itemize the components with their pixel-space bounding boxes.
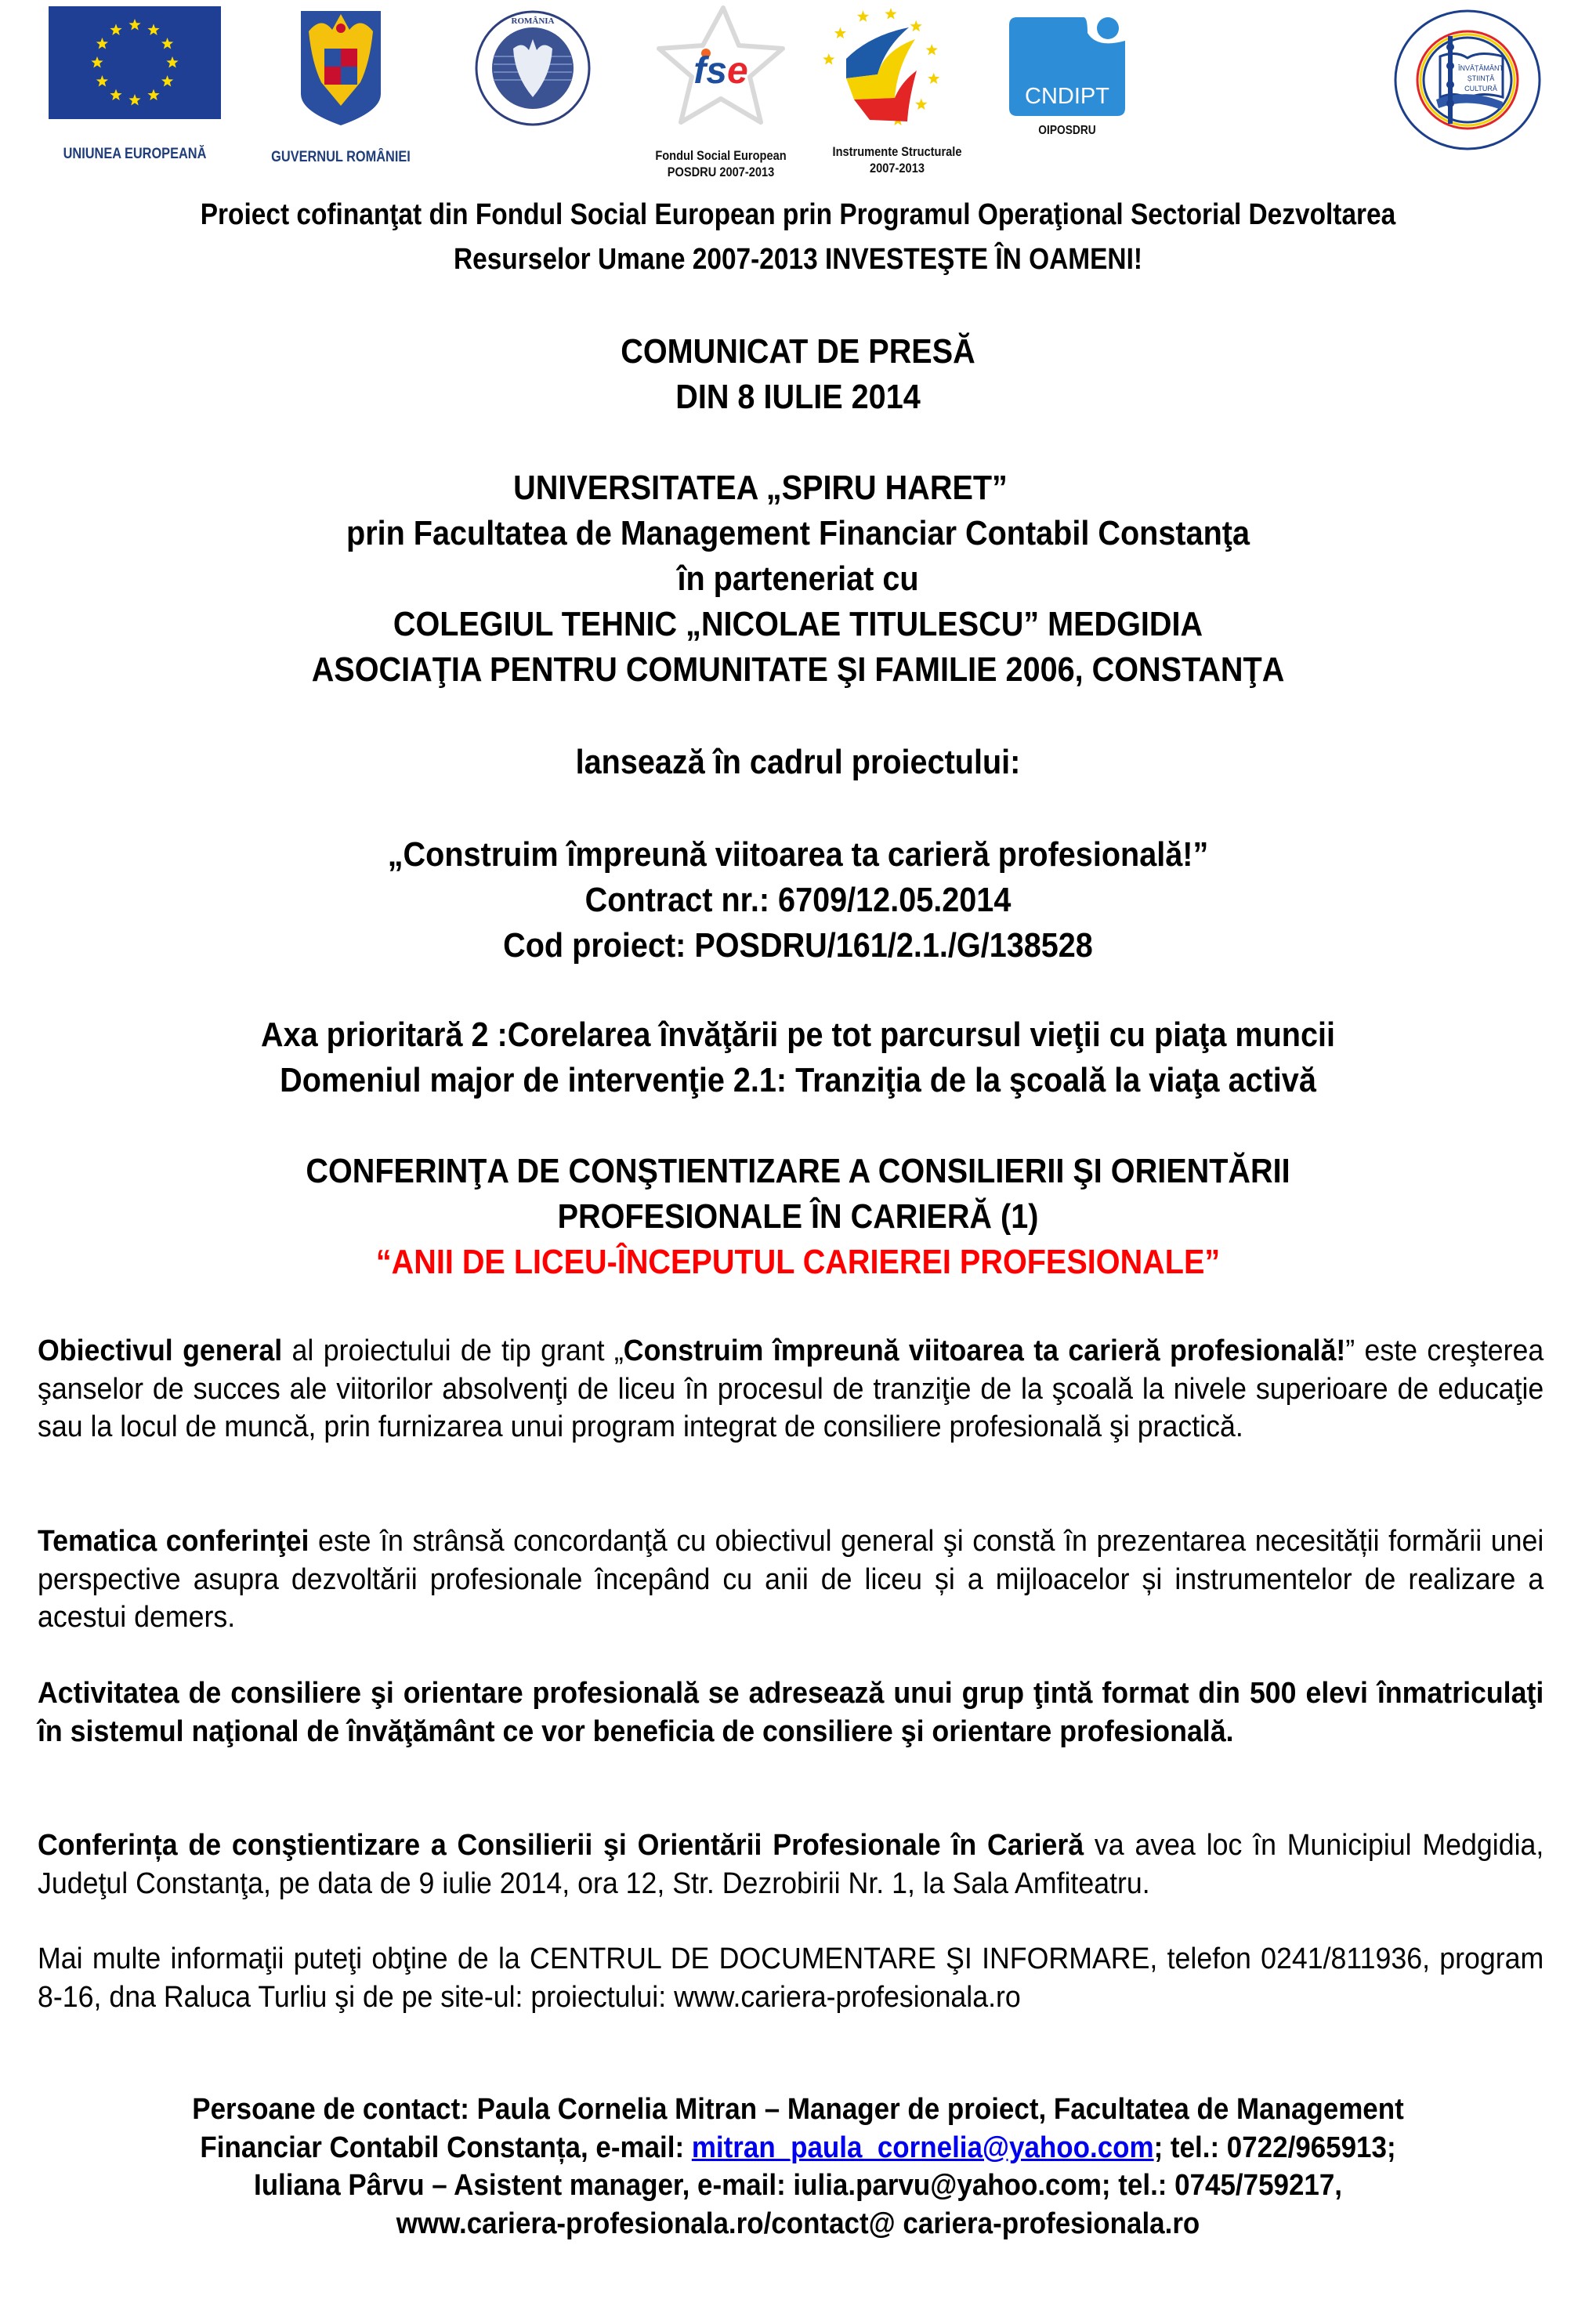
cofinance-line-2: Resurselor Umane 2007-2013 INVESTEŞTE ÎN OAMENI! xyxy=(453,243,1143,276)
romanian-eagle-icon xyxy=(298,8,384,125)
star-icon xyxy=(823,53,834,65)
star-icon xyxy=(910,20,922,31)
star-icon xyxy=(834,27,846,39)
contacts-block xyxy=(63,2091,1532,2243)
government-caption: GUVERNUL ROMÂNIEI xyxy=(271,149,411,165)
partners-block xyxy=(0,465,1596,693)
seal-book-line-1: ÎNVĂȚĂMÂNT xyxy=(1457,64,1504,72)
cofinance-line-1: Proiect cofinanţat din Fondul Social European prin Programul Operaţional Sectorial Dezvoltarea xyxy=(200,198,1396,231)
objective-project-name: Construim împreună viitoarea ta carieră profesională! xyxy=(623,1334,1346,1367)
eu-flag-icon xyxy=(49,6,221,119)
conference-title-line-2: PROFESIONALE ÎN CARIERĂ (1) xyxy=(557,1197,1039,1236)
intervention-domain: Domeniul major de intervenţie 2.1: Tranziţia de la şcoală la viaţa activă xyxy=(280,1061,1316,1099)
partner-faculty: prin Facultatea de Management Financiar Contabil Constanţa xyxy=(346,514,1250,552)
objective-paragraph xyxy=(38,1332,1544,1446)
structural-instruments-caption xyxy=(820,143,975,176)
info-paragraph xyxy=(38,1940,1544,2016)
venue-text: va avea loc în Municipiul Medgidia, Judeţul Constanţa, pe data de 9 iulie 2014, ora 12, Str. Dezrobirii Nr. 1, la Sala Amfiteatru. xyxy=(38,1829,1544,1900)
theme-lead: Tematica conferinţei xyxy=(38,1525,309,1558)
contact-line-1: Persoane de contact: Paula Cornelia Mitran – Manager de proiect, Facultatea de Management xyxy=(192,2093,1404,2126)
si-caption-line1: Instrumente Structurale xyxy=(832,144,962,159)
university-seal-icon xyxy=(1393,9,1542,150)
theme-paragraph xyxy=(38,1522,1544,1637)
conference-block xyxy=(0,1149,1596,1285)
launch-text: lansează în cadrul proiectului: xyxy=(575,743,1021,781)
coat-of-arms-logo xyxy=(298,8,384,125)
press-release-title: COMUNICAT DE PRESĂ xyxy=(621,332,975,371)
cndipt-mark: CNDIPT xyxy=(1025,84,1109,109)
star-icon xyxy=(915,99,927,110)
ministry-seal-icon xyxy=(474,9,592,127)
partnership-label: în parteneriat cu xyxy=(677,559,919,598)
theme-text: este în strânsă concordanţă cu obiectivul general şi constă în prezentarea necesității formării unei perspective asupra dezvoltării profesionale începând cu anii de liceu și a mijloacelor și instrumentelor de realizare a acestui demers. xyxy=(38,1525,1544,1634)
contact-line-4: www.cariera-profesionala.ro/contact@ cariera-profesionala.ro xyxy=(396,2207,1200,2240)
star-icon xyxy=(885,8,896,20)
contact-line-2-suffix: ; tel.: 0722/965913; xyxy=(1153,2131,1396,2164)
cofinance-statement xyxy=(0,193,1596,282)
launch-statement xyxy=(0,740,1596,785)
project-block xyxy=(0,832,1596,968)
objective-lead: Obiectivul general xyxy=(38,1334,283,1367)
manager-email-link[interactable]: mitran_paula_cornelia@yahoo.com xyxy=(691,2131,1154,2164)
objective-text-2: ” este creşterea şanselor de succes ale viitorilor absolvenţi de liceu în procesul de tranziţie de la şcoală la nivele superioare de educaţie sau la locul de muncă, prin furnizarea unui program integrat de consiliere profesională şi practică. xyxy=(38,1334,1544,1443)
venue-paragraph xyxy=(38,1827,1544,1903)
fse-caption-line1: Fondul Social European xyxy=(655,148,787,163)
partner-university: UNIVERSITATEA „SPIRU HARET” xyxy=(513,469,1008,507)
contact-line-2 xyxy=(63,2129,1532,2167)
spiru-haret-seal-logo xyxy=(1085,8,1234,150)
eu-caption: UNIUNEA EUROPEANĂ xyxy=(63,146,207,162)
partner-association: ASOCIAŢIA PENTRU COMUNITATE ŞI FAMILIE 2006, CONSTANŢA xyxy=(311,650,1285,689)
contact-line-2-prefix: Financiar Contabil Constanța, e-mail: xyxy=(200,2131,692,2164)
conference-title-line-1: CONFERINŢA DE CONŞTIENTIZARE A CONSILIERII ŞI ORIENTĂRII xyxy=(306,1152,1290,1190)
structural-instruments-icon xyxy=(823,4,940,129)
partner-college: COLEGIUL TEHNIC „NICOLAE TITULESCU” MEDGIDIA xyxy=(393,605,1203,643)
activity-text: Activitatea de consiliere şi orientare profesională se adresează unui grup ţintă format din 500 elevi înmatriculaţi în sistemul naţional de învăţământ ce vor beneficia de consiliere şi orientare profesională. xyxy=(38,1677,1544,1748)
project-code: Cod proiect: POSDRU/161/2.1./G/138528 xyxy=(503,926,1093,965)
priority-axis: Axa prioritară 2 :Corelarea învăţării pe tot parcursul vieţii cu piaţa muncii xyxy=(260,1016,1336,1054)
star-icon xyxy=(928,73,939,84)
activity-paragraph xyxy=(38,1674,1544,1750)
star-icon xyxy=(926,44,938,55)
cndipt-caption: OIPOSDRU xyxy=(1038,124,1096,137)
spiru-haret-seal xyxy=(1393,9,1542,150)
objective-text-1: al proiectului de tip grant „ xyxy=(282,1334,624,1367)
fse-caption xyxy=(633,147,809,180)
project-title: „Construim împreună viitoarea ta carieră profesională!” xyxy=(387,835,1209,874)
press-release-date: DIN 8 IULIE 2014 xyxy=(675,378,921,416)
eu-flag-logo xyxy=(49,6,221,119)
contact-line-3: Iuliana Pârvu – Asistent manager, e-mail: iulia.parvu@yahoo.com; tel.: 0745/759217, xyxy=(253,2169,1342,2202)
info-text: Mai multe informaţii puteţi obţine de la CENTRUL DE DOCUMENTARE ŞI INFORMARE, telefon 0241/811936, program 8-16, dna Raluca Turliu şi de pe site-ul: proiectului: www.cariera-profesionala.ro xyxy=(38,1942,1544,2014)
conference-subtitle: “ANII DE LICEU-ÎNCEPUTUL CARIEREI PROFESIONALE” xyxy=(375,1243,1221,1281)
fse-star-icon xyxy=(654,5,787,130)
svg-text:fse: fse xyxy=(693,50,748,92)
si-caption-line2: 2007-2013 xyxy=(870,161,925,176)
priority-axis-block xyxy=(0,1012,1596,1103)
seal-book-line-3: CULTURĂ xyxy=(1464,85,1497,92)
project-contract: Contract nr.: 6709/12.05.2014 xyxy=(584,881,1012,919)
star-icon xyxy=(857,10,869,21)
seal-book-line-2: ȘTIINȚĂ xyxy=(1467,74,1495,82)
structural-instruments-logo xyxy=(823,4,940,129)
press-release-header xyxy=(0,329,1596,420)
seal-top-text: ROMÂNIA xyxy=(511,16,555,26)
fse-logo xyxy=(654,5,787,130)
venue-lead: Conferința de conştientizare a Consilierii şi Orientării Profesionale în Carieră xyxy=(38,1829,1084,1862)
fse-caption-line2: POSDRU 2007-2013 xyxy=(667,165,775,179)
ministry-seal-logo xyxy=(474,9,592,127)
